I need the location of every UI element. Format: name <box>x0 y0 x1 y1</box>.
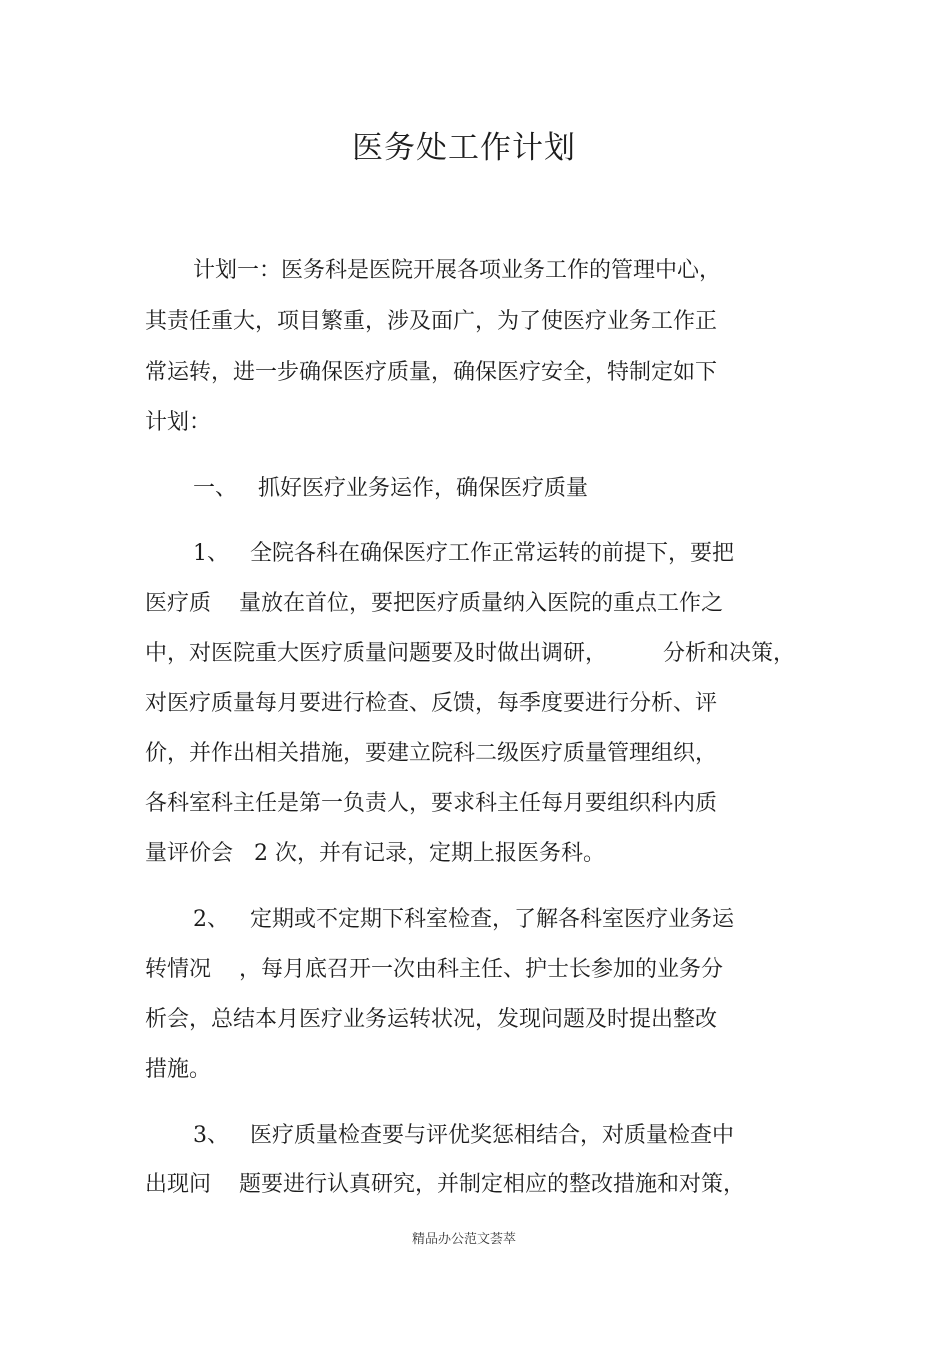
paragraph-line: 常运转，进一步确保医疗质量，确保医疗安全，特制定如下 <box>145 360 718 385</box>
paragraph-line: 计划一：医务科是医院开展各项业务工作的管理中心， <box>193 258 722 283</box>
page-title: 医务处工作计划 <box>352 130 576 166</box>
section-heading: 一、 抓好医疗业务运作，确保医疗质量 <box>193 476 588 501</box>
paragraph-line: 中，对医院重大医疗质量问题要及时做出调研， 分析和决策， <box>145 641 795 666</box>
paragraph-line: 措施。 <box>145 1057 212 1082</box>
paragraph-line: 计划： <box>145 410 212 435</box>
page-footer: 精品办公范文荟萃 <box>411 1232 516 1247</box>
paragraph-line: 对医疗质量每月要进行检查、反馈，每季度要进行分析、评 <box>145 691 718 716</box>
paragraph-line: 转情况 ，每月底召开一次由科主任、护士长参加的业务分 <box>145 957 723 982</box>
paragraph-line: 量评价会 2 次，并有记录，定期上报医务科。 <box>145 841 605 866</box>
paragraph-line: 各科室科主任是第一负责人，要求科主任每月要组织科内质 <box>145 791 718 816</box>
paragraph-line: 价，并作出相关措施，要建立院科二级医疗质量管理组织， <box>145 741 718 766</box>
paragraph-line: 其责任重大，项目繁重，涉及面广，为了使医疗业务工作正 <box>145 309 718 334</box>
paragraph-line: 3、 医疗质量检查要与评优奖惩相结合，对质量检查中 <box>193 1123 734 1148</box>
paragraph-line: 医疗质 量放在首位，要把医疗质量纳入医院的重点工作之 <box>145 591 723 616</box>
paragraph-line: 出现问 题要进行认真研究，并制定相应的整改措施和对策， <box>145 1172 745 1197</box>
paragraph-line: 2、 定期或不定期下科室检查，了解各科室医疗业务运 <box>193 907 734 932</box>
paragraph-line: 析会，总结本月医疗业务运转状况，发现问题及时提出整改 <box>145 1007 718 1032</box>
paragraph-line: 1、 全院各科在确保医疗工作正常运转的前提下，要把 <box>193 541 734 566</box>
